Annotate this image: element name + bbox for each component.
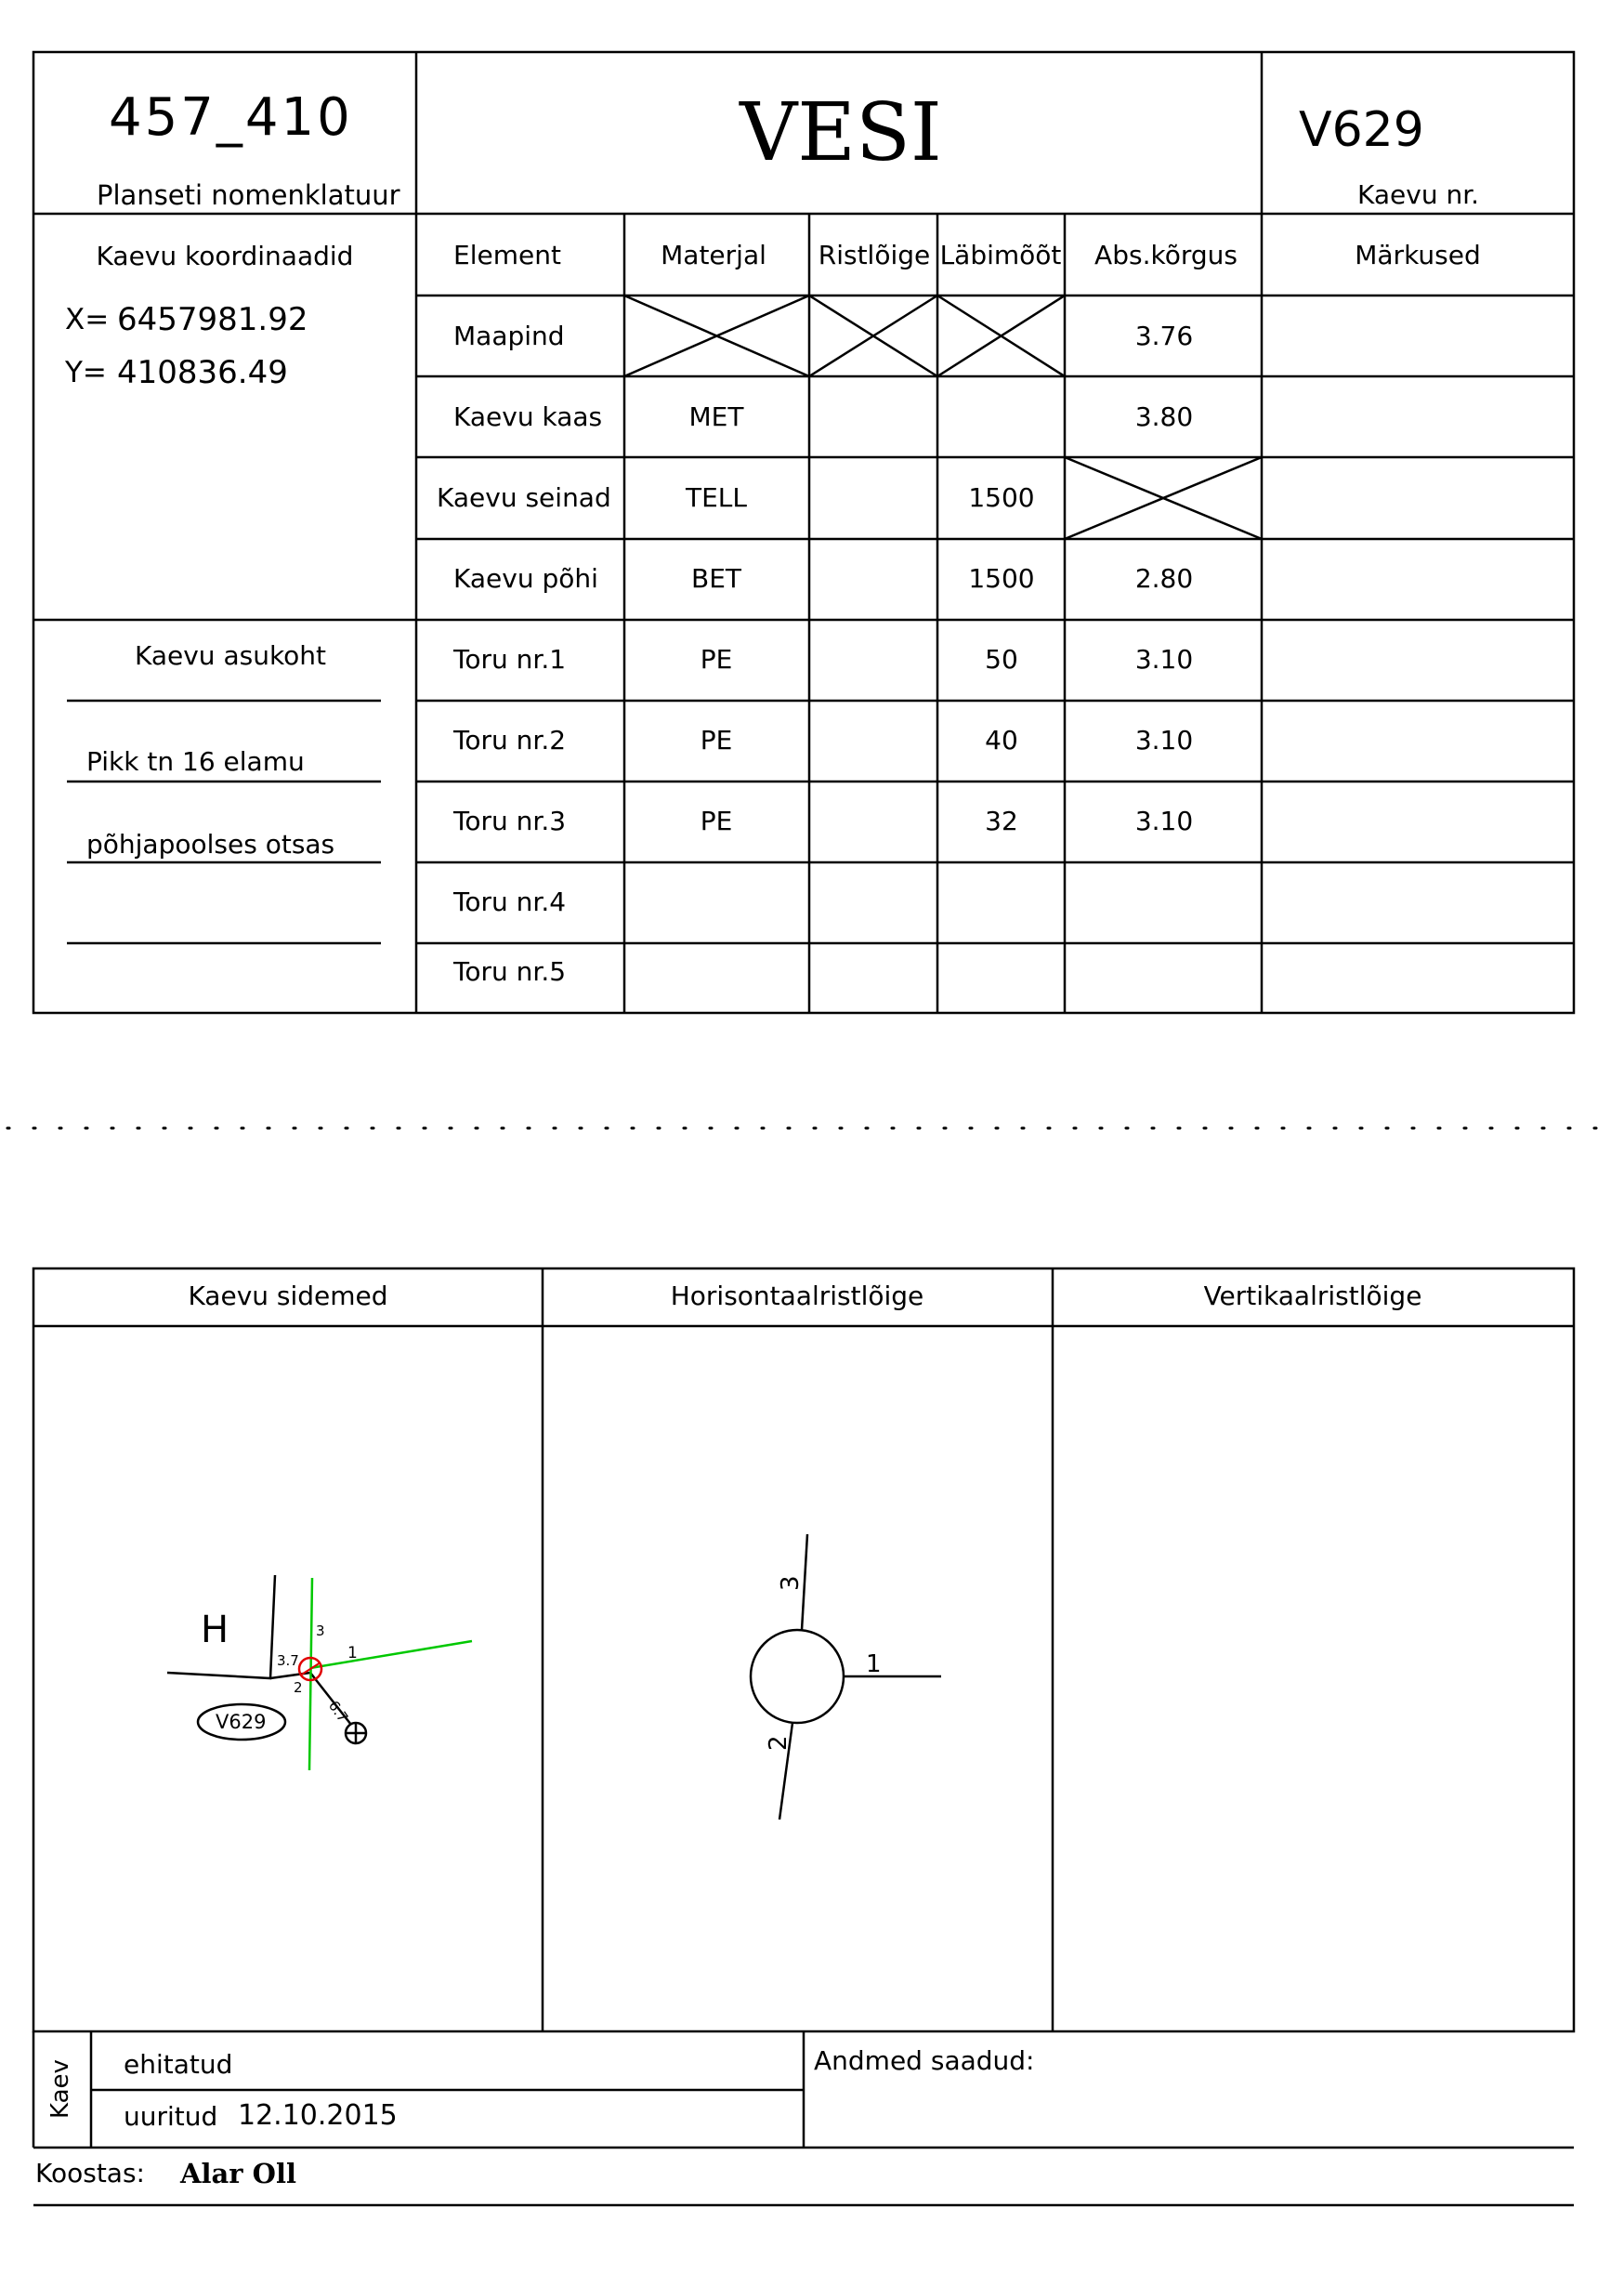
well-label: V629	[216, 1711, 267, 1733]
sketch-pipe-3-label: 3	[316, 1623, 325, 1639]
coordinates-heading: Kaevu koordinaadid	[96, 241, 354, 271]
y-value: 410836.49	[117, 354, 288, 391]
cell-element: Kaevu põhi	[453, 563, 598, 594]
cell-labimoot: 40	[985, 725, 1018, 755]
cell-element: Kaevu kaas	[453, 401, 603, 432]
cell-materjal: MET	[688, 401, 744, 432]
cell-abs: 2.80	[1134, 563, 1194, 594]
x-label: X=	[65, 303, 110, 336]
built-label: ehitatud	[124, 2049, 233, 2080]
sketch-pipe-2-label: 2	[294, 1679, 303, 1696]
surveyed-label: uuritud	[124, 2101, 218, 2132]
cell-element: Kaevu seinad	[437, 482, 611, 513]
cell-element: Toru nr.1	[453, 644, 567, 675]
well-number: V629	[1299, 102, 1424, 158]
cell-abs: 3.10	[1134, 806, 1194, 836]
cell-element: Toru nr.3	[453, 806, 567, 836]
cell-abs: 3.80	[1134, 401, 1194, 432]
cell-abs: 3.10	[1134, 644, 1194, 675]
col-header-element: Element	[453, 240, 561, 270]
col-header-abs-korgus: Abs.kõrgus	[1094, 240, 1238, 270]
kaev-label: Kaev	[46, 2059, 74, 2119]
panel-title-horizontal: Horisontaalristlõige	[670, 1281, 924, 1311]
compiled-value: Alar Oll	[180, 2158, 296, 2189]
cell-labimoot: 32	[985, 806, 1018, 836]
col-header-labimoot: Läbimõõt	[939, 240, 1062, 270]
distance-left-label: 3.7	[277, 1652, 299, 1669]
cell-materjal: PE	[700, 725, 733, 755]
surveyed-value: 12.10.2015	[238, 2099, 398, 2132]
page-title: VESI	[740, 86, 942, 179]
cell-materjal: PE	[700, 806, 733, 836]
section-pipe-3-label: 3	[777, 1575, 805, 1591]
cell-labimoot: 1500	[968, 482, 1035, 513]
cell-materjal: TELL	[686, 482, 747, 513]
section-pipe-1-label: 1	[866, 1650, 882, 1678]
location-line-3: põhjapoolses otsas	[86, 829, 335, 860]
distance-diag-label: 6.7	[324, 1697, 352, 1726]
cell-materjal: BET	[690, 563, 742, 594]
pipe-1-line	[310, 1641, 472, 1668]
col-header-ristloige: Ristlõige	[818, 240, 931, 270]
cell-abs: 3.76	[1134, 321, 1194, 351]
well-number-label: Kaevu nr.	[1357, 179, 1480, 210]
x-value: 6457981.92	[117, 301, 308, 338]
nomenclature-label: Planseti nomenklatuur	[97, 179, 400, 211]
data-received-label: Andmed saadud:	[814, 2045, 1035, 2076]
nomenclature-value: 457_410	[109, 87, 353, 148]
panel-title-vertical: Vertikaalristlõige	[1203, 1281, 1422, 1311]
pipe-3-2-line	[309, 1578, 312, 1770]
cell-element: Maapind	[453, 321, 565, 351]
cell-labimoot: 1500	[968, 563, 1035, 594]
location-sketch	[167, 1575, 472, 1770]
cell-labimoot: 50	[985, 644, 1018, 675]
cell-element: Toru nr.5	[453, 956, 567, 987]
col-header-materjal: Materjal	[661, 240, 766, 270]
section-pipe-2-label: 2	[765, 1735, 792, 1751]
well-circle	[751, 1630, 844, 1723]
cell-abs: 3.10	[1134, 725, 1194, 755]
cell-element: Toru nr.4	[453, 887, 567, 917]
sketch-pipe-1-label: 1	[347, 1644, 358, 1662]
panel-title-sidemed: Kaevu sidemed	[188, 1281, 388, 1311]
cell-materjal: PE	[700, 644, 733, 675]
location-line-2: Pikk tn 16 elamu	[86, 746, 305, 777]
y-label: Y=	[65, 356, 107, 389]
cell-element: Toru nr.2	[453, 725, 567, 755]
lower-frame	[33, 1268, 1574, 2031]
location-heading: Kaevu asukoht	[134, 640, 327, 671]
compiled-label: Koostas:	[35, 2158, 145, 2188]
col-header-markused: Märkused	[1355, 240, 1481, 270]
building-label: H	[201, 1609, 229, 1651]
